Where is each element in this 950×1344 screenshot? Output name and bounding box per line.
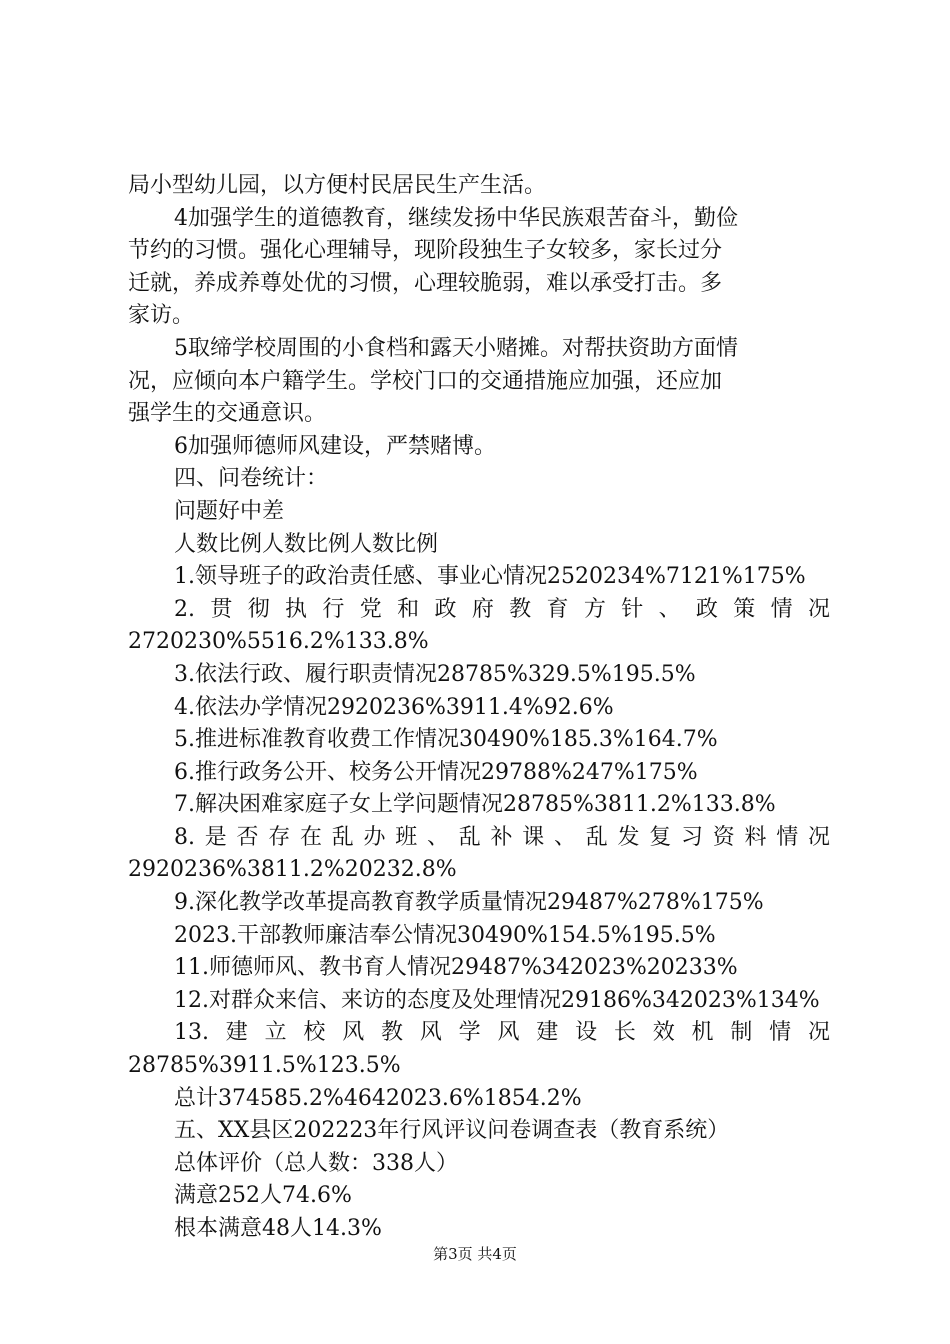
text-line: 满意252人74.6% (174, 1183, 352, 1209)
text-line: 根本满意48人14.3% (174, 1216, 382, 1241)
survey-row: 7.解决困难家庭子女上学问题情况28785%3811.2%133.8% (174, 792, 776, 818)
section-heading: 五、XX县区202223年行风评议问卷调查表（教育系统） (174, 1118, 730, 1144)
document-body (128, 170, 830, 1246)
text-line: 局小型幼儿园，以方便村民居民生产生活。 (128, 173, 547, 198)
text-line: 家访。 (128, 303, 195, 329)
survey-row: 1.领导班子的政治责任感、事业心情况2520234%7121%175% (174, 564, 806, 590)
survey-row: 6.推行政务公开、校务公开情况29788%247%175% (174, 759, 698, 785)
survey-row: 4.依法办学情况2920236%3911.4%92.6% (174, 694, 614, 720)
table-header: 人数比例人数比例人数比例 (174, 531, 439, 557)
survey-row: 5.推进标准教育收费工作情况30490%185.3%164.7% (174, 727, 718, 753)
text-line: 5取缔学校周围的小食档和露天小赌摊。对帮扶资助方面情 (174, 335, 738, 361)
survey-row: 3.依法行政、履行职责情况28785%329.5%195.5% (174, 661, 696, 687)
text-line: 总体评价（总人数：338人） (174, 1150, 458, 1176)
survey-row: 12.对群众来信、来访的态度及处理情况29186%342023%134% (174, 987, 820, 1013)
survey-row: 9.深化教学改革提高教育教学质量情况29487%278%175% (174, 890, 764, 916)
text-line: 6加强师德师风建设，严禁赌博。 (174, 433, 496, 459)
survey-row-continued: 28785%3911.5%123.5% (128, 1053, 401, 1079)
text-line: 节约的习惯。强化心理辅导，现阶段独生子女较多，家长过分 (128, 238, 723, 264)
survey-total: 总计374585.2%4642023.6%1854.2% (174, 1085, 582, 1111)
text-line: 强学生的交通意识。 (128, 401, 327, 427)
page-footer: 第3页 共4页 (433, 1245, 517, 1263)
survey-row: 2.贯彻执行党和政府教育方针、政策情况 (174, 596, 830, 622)
text-line: 迁就，养成养尊处优的习惯，心理较脆弱，难以承受打击。多 (128, 270, 723, 296)
section-heading: 四、问卷统计： (174, 466, 329, 492)
survey-row: 11.师德师风、教书育人情况29487%342023%20233% (174, 955, 738, 981)
survey-row-continued: 2920236%3811.2%20232.8% (128, 857, 457, 883)
text-line: 4加强学生的道德教育，继续发扬中华民族艰苦奋斗，勤俭 (174, 205, 738, 231)
survey-row: 13.建立校风教风学风建设长效机制情况 (174, 1020, 830, 1046)
survey-row: 2023.干部教师廉洁奉公情况30490%154.5%195.5% (174, 922, 716, 948)
text-line: 况，应倾向本户籍学生。学校门口的交通措施应加强，还应加 (128, 368, 723, 394)
survey-row-continued: 2720230%5516.2%133.8% (128, 629, 429, 655)
survey-row: 8.是否存在乱办班、乱补课、乱发复习资料情况 (174, 824, 830, 850)
table-header: 问题好中差 (174, 498, 285, 524)
